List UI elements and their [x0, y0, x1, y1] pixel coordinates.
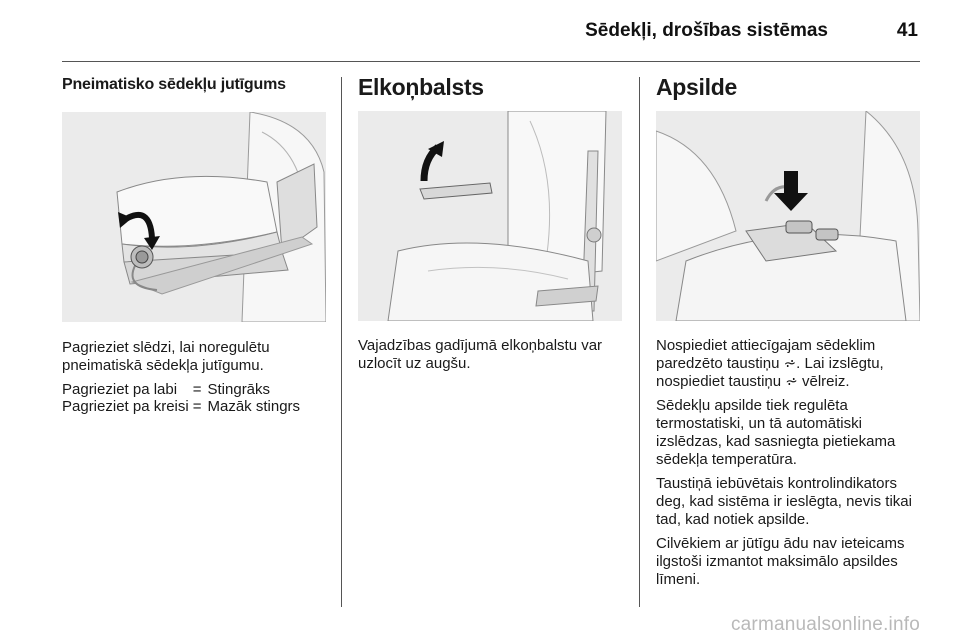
seat-armrest-illustration: [358, 111, 622, 321]
table-row: [62, 381, 300, 398]
column-divider-1: [341, 77, 342, 607]
watermark: carmanualsonline.info: [730, 614, 920, 635]
body-paragraph: Cilvēkiem ar jūtīgu ādu nav ieteicams ilgstoši izmantot maksimālo apsildes līmeni.: [656, 535, 905, 588]
seat-rotary-knob-illustration: [62, 112, 326, 322]
body-paragraph: Vajadzības gadījumā elkoņbalstu var uzlocīt uz augšu.: [358, 337, 603, 372]
body-paragraph: Taustiņā iebūvētais kontrolindikators deg, kad sistēma ir ieslēgta, nevis tikai tad, kad notiek apsilde.: [656, 475, 912, 528]
heating-figure: [656, 111, 920, 321]
table-row: [62, 398, 300, 415]
table-cell-equals: =: [192, 381, 202, 398]
section-armrest: [358, 74, 622, 379]
knob-setting-table: [62, 381, 300, 415]
table-cell-action: Pagrieziet pa kreisi: [62, 398, 189, 415]
page-number: 41: [896, 20, 918, 41]
section-heading: Elkoņbalsts: [358, 74, 484, 100]
body-paragraph: Sēdekļu apsilde tiek regulēta termostatiski, un tā automātiski izslēdzas, kad sasniegta pietiekama sēdekļa temperatūra.: [656, 397, 896, 468]
table-cell-result: Mazāk stingrs: [207, 398, 301, 415]
header-divider: [62, 61, 920, 62]
table-cell-result: Stingrāks: [207, 381, 271, 398]
section-heading: Apsilde: [656, 74, 737, 100]
section-heading: Pneimatisko sēdekļu jutīgums: [62, 76, 286, 93]
page-header-title: Sēdekļi, drošības sistēmas: [585, 20, 828, 41]
table-cell-equals: =: [192, 398, 202, 415]
section-seat-sensitivity: [62, 74, 326, 415]
table-cell-action: Pagrieziet pa labi: [62, 381, 178, 398]
column-divider-2: [639, 77, 640, 607]
body-paragraph: Nospiediet attiecīgajam sēdeklim paredzēto taustiņu ⩫. Lai izslēgtu, nospiediet taustiņu ⩫ vēlreiz.: [656, 337, 884, 390]
section-heating: [656, 74, 920, 595]
seat-heating-button-illustration: [656, 111, 920, 321]
armrest-figure: [358, 111, 622, 321]
body-paragraph: Pagrieziet slēdzi, lai noregulētu pneimatiskā sēdekļa jutīgumu.: [62, 339, 270, 374]
seat-knob-figure: [62, 112, 326, 322]
